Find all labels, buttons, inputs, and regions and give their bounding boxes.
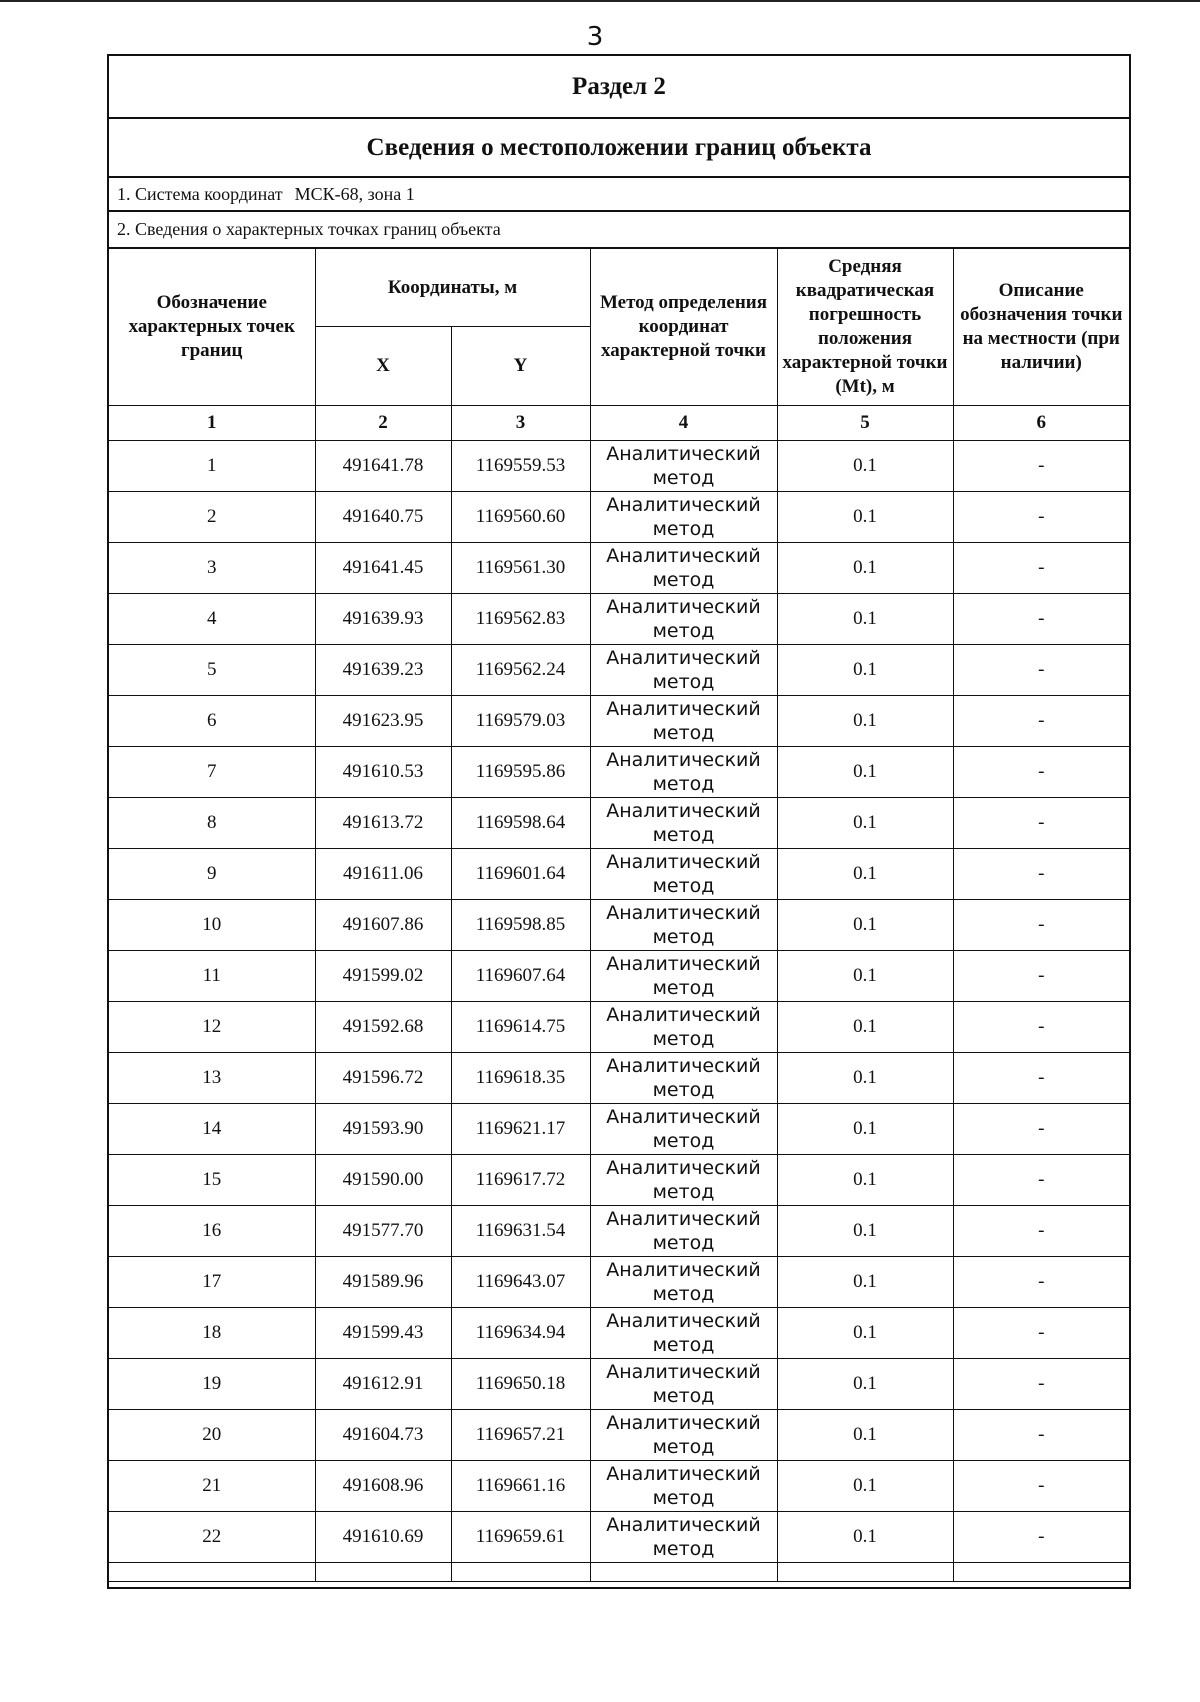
table-row — [109, 1053, 1129, 1104]
point-number-cell: 3 — [109, 543, 315, 594]
method-cell — [590, 1359, 777, 1410]
coord-x-cell: 491611.06 — [315, 849, 451, 900]
error-cell: 0.1 — [777, 696, 953, 747]
method-text: Аналитический — [606, 1361, 761, 1383]
point-number-cell: 22 — [109, 1512, 315, 1563]
table-row — [109, 594, 1129, 645]
method-text: метод — [652, 1232, 715, 1254]
empty-cell — [953, 1563, 1129, 1582]
header-description: Описание обозначения точки на местности (при наличии) — [953, 249, 1129, 406]
coord-system-label: 1. Система координат — [117, 183, 283, 204]
description-cell: - — [953, 1359, 1129, 1410]
method-text: метод — [652, 1283, 715, 1305]
method-cell — [590, 1410, 777, 1461]
coord-y-cell: 1169631.54 — [451, 1206, 590, 1257]
coord-y-cell: 1169560.60 — [451, 492, 590, 543]
coord-system-value: МСК-68, зона 1 — [294, 183, 415, 204]
method-text: Аналитический — [606, 1259, 761, 1281]
error-cell: 0.1 — [777, 1206, 953, 1257]
table-row — [109, 951, 1129, 1002]
table-row — [109, 900, 1129, 951]
coord-y-cell: 1169598.64 — [451, 798, 590, 849]
error-cell: 0.1 — [777, 1053, 953, 1104]
table-row — [109, 1461, 1129, 1512]
method-text: метод — [652, 620, 715, 642]
table-row — [109, 492, 1129, 543]
col-number: 4 — [590, 406, 777, 441]
method-text: метод — [652, 977, 715, 999]
coord-y-cell: 1169562.24 — [451, 645, 590, 696]
col-number: 2 — [315, 406, 451, 441]
point-number-cell: 16 — [109, 1206, 315, 1257]
coord-y-cell: 1169595.86 — [451, 747, 590, 798]
coord-y-cell: 1169562.83 — [451, 594, 590, 645]
coord-x-cell: 491608.96 — [315, 1461, 451, 1512]
col-number: 1 — [109, 406, 315, 441]
coord-y-cell: 1169659.61 — [451, 1512, 590, 1563]
coord-x-cell: 491592.68 — [315, 1002, 451, 1053]
coord-x-cell: 491589.96 — [315, 1257, 451, 1308]
method-text: метод — [652, 467, 715, 489]
method-text: метод — [652, 926, 715, 948]
col-number: 3 — [451, 406, 590, 441]
method-text: метод — [652, 1385, 715, 1407]
error-cell: 0.1 — [777, 1155, 953, 1206]
method-text: Аналитический — [606, 1208, 761, 1230]
coord-x-cell: 491639.23 — [315, 645, 451, 696]
point-number-cell: 8 — [109, 798, 315, 849]
point-number-cell: 13 — [109, 1053, 315, 1104]
method-text: метод — [652, 518, 715, 540]
method-text: Аналитический — [606, 851, 761, 873]
header-error: Средняя квадратическая погрешность положения характерной точки (Mt), м — [777, 249, 953, 406]
method-cell — [590, 594, 777, 645]
header-y: Y — [451, 327, 590, 406]
method-cell — [590, 747, 777, 798]
method-text: Аналитический — [606, 1412, 761, 1434]
coord-x-cell: 491607.86 — [315, 900, 451, 951]
method-cell — [590, 798, 777, 849]
col-number: 5 — [777, 406, 953, 441]
error-cell: 0.1 — [777, 1308, 953, 1359]
coord-x-cell: 491593.90 — [315, 1104, 451, 1155]
description-cell: - — [953, 1257, 1129, 1308]
coord-x-cell: 491641.45 — [315, 543, 451, 594]
description-cell: - — [953, 492, 1129, 543]
description-cell: - — [953, 1512, 1129, 1563]
method-text: Аналитический — [606, 1055, 761, 1077]
coord-y-cell: 1169618.35 — [451, 1053, 590, 1104]
table-row — [109, 645, 1129, 696]
description-cell: - — [953, 543, 1129, 594]
coord-y-cell: 1169621.17 — [451, 1104, 590, 1155]
description-cell: - — [953, 696, 1129, 747]
method-text: метод — [652, 1181, 715, 1203]
description-cell: - — [953, 1104, 1129, 1155]
method-cell — [590, 1308, 777, 1359]
method-text: метод — [652, 773, 715, 795]
method-cell — [590, 1155, 777, 1206]
error-cell: 0.1 — [777, 1002, 953, 1053]
error-cell: 0.1 — [777, 1257, 953, 1308]
description-cell: - — [953, 849, 1129, 900]
table-row — [109, 1155, 1129, 1206]
empty-cell — [451, 1563, 590, 1582]
coord-x-cell: 491641.78 — [315, 441, 451, 492]
method-cell — [590, 1257, 777, 1308]
empty-row — [109, 1563, 1129, 1582]
description-cell: - — [953, 1002, 1129, 1053]
coord-x-cell: 491623.95 — [315, 696, 451, 747]
table-row — [109, 849, 1129, 900]
coord-x-cell: 491610.69 — [315, 1512, 451, 1563]
empty-cell — [315, 1563, 451, 1582]
table-row — [109, 1410, 1129, 1461]
method-text: Аналитический — [606, 443, 761, 465]
error-cell: 0.1 — [777, 849, 953, 900]
empty-cell — [590, 1563, 777, 1582]
coord-x-cell: 491577.70 — [315, 1206, 451, 1257]
table-row — [109, 1359, 1129, 1410]
method-text: метод — [652, 824, 715, 846]
point-number-cell: 4 — [109, 594, 315, 645]
description-cell: - — [953, 951, 1129, 1002]
table-row — [109, 1104, 1129, 1155]
method-text: метод — [652, 1436, 715, 1458]
coord-y-cell: 1169561.30 — [451, 543, 590, 594]
method-text: метод — [652, 569, 715, 591]
description-cell: - — [953, 900, 1129, 951]
description-cell: - — [953, 1461, 1129, 1512]
method-text: Аналитический — [606, 545, 761, 567]
error-cell: 0.1 — [777, 900, 953, 951]
top-rule — [0, 0, 1200, 2]
description-cell: - — [953, 747, 1129, 798]
description-cell: - — [953, 798, 1129, 849]
coord-y-cell: 1169598.85 — [451, 900, 590, 951]
error-cell: 0.1 — [777, 1359, 953, 1410]
coord-y-cell: 1169643.07 — [451, 1257, 590, 1308]
page-number: 3 — [586, 22, 604, 52]
table-row — [109, 1512, 1129, 1563]
method-cell — [590, 1104, 777, 1155]
method-text: Аналитический — [606, 800, 761, 822]
header-x: X — [315, 327, 451, 406]
method-text: Аналитический — [606, 1463, 761, 1485]
header-coords: Координаты, м — [315, 249, 590, 327]
empty-cell — [777, 1563, 953, 1582]
method-cell — [590, 951, 777, 1002]
error-cell: 0.1 — [777, 798, 953, 849]
coord-y-cell: 1169614.75 — [451, 1002, 590, 1053]
point-number-cell: 6 — [109, 696, 315, 747]
method-text: Аналитический — [606, 1310, 761, 1332]
col-number: 6 — [953, 406, 1129, 441]
method-cell — [590, 1053, 777, 1104]
method-cell — [590, 492, 777, 543]
point-number-cell: 15 — [109, 1155, 315, 1206]
point-number-cell: 17 — [109, 1257, 315, 1308]
method-text: Аналитический — [606, 494, 761, 516]
description-cell: - — [953, 1155, 1129, 1206]
error-cell: 0.1 — [777, 951, 953, 1002]
header-designation: Обозначение характерных точек границ — [109, 249, 315, 406]
method-text: метод — [652, 1538, 715, 1560]
point-number-cell: 7 — [109, 747, 315, 798]
method-text: Аналитический — [606, 1004, 761, 1026]
coord-x-cell: 491596.72 — [315, 1053, 451, 1104]
method-text: Аналитический — [606, 902, 761, 924]
method-cell — [590, 1461, 777, 1512]
method-text: метод — [652, 1130, 715, 1152]
method-cell — [590, 645, 777, 696]
coord-x-cell: 491613.72 — [315, 798, 451, 849]
point-number-cell: 10 — [109, 900, 315, 951]
method-text: метод — [652, 722, 715, 744]
error-cell: 0.1 — [777, 747, 953, 798]
document-frame — [107, 54, 1131, 1589]
point-number-cell: 5 — [109, 645, 315, 696]
point-number-cell: 1 — [109, 441, 315, 492]
coord-x-cell: 491639.93 — [315, 594, 451, 645]
table-row — [109, 1308, 1129, 1359]
coord-y-cell: 1169657.21 — [451, 1410, 590, 1461]
coord-x-cell: 491640.75 — [315, 492, 451, 543]
points-heading: 2. Сведения о характерных точках границ объекта — [109, 212, 1129, 249]
description-cell: - — [953, 1053, 1129, 1104]
table-row — [109, 441, 1129, 492]
coord-y-cell: 1169634.94 — [451, 1308, 590, 1359]
coord-y-cell: 1169579.03 — [451, 696, 590, 747]
method-text: Аналитический — [606, 596, 761, 618]
coord-y-cell: 1169601.64 — [451, 849, 590, 900]
error-cell: 0.1 — [777, 543, 953, 594]
description-cell: - — [953, 1206, 1129, 1257]
error-cell: 0.1 — [777, 492, 953, 543]
method-text: Аналитический — [606, 1106, 761, 1128]
coord-y-cell: 1169559.53 — [451, 441, 590, 492]
coord-x-cell: 491610.53 — [315, 747, 451, 798]
column-numbers-row — [109, 406, 1129, 441]
point-number-cell: 18 — [109, 1308, 315, 1359]
section-title: Раздел 2 — [109, 56, 1129, 119]
description-cell: - — [953, 645, 1129, 696]
method-text: метод — [652, 875, 715, 897]
header-method: Метод определения координат характерной точки — [590, 249, 777, 406]
coord-x-cell: 491599.43 — [315, 1308, 451, 1359]
coord-y-cell: 1169650.18 — [451, 1359, 590, 1410]
table-row — [109, 747, 1129, 798]
point-number-cell: 11 — [109, 951, 315, 1002]
method-cell — [590, 696, 777, 747]
point-number-cell: 9 — [109, 849, 315, 900]
method-cell — [590, 1206, 777, 1257]
method-text: Аналитический — [606, 1514, 761, 1536]
point-number-cell: 20 — [109, 1410, 315, 1461]
error-cell: 0.1 — [777, 1512, 953, 1563]
coord-x-cell: 491599.02 — [315, 951, 451, 1002]
method-cell — [590, 1512, 777, 1563]
coord-y-cell: 1169607.64 — [451, 951, 590, 1002]
method-cell — [590, 900, 777, 951]
point-number-cell: 2 — [109, 492, 315, 543]
method-text: Аналитический — [606, 698, 761, 720]
error-cell: 0.1 — [777, 441, 953, 492]
table-row — [109, 1206, 1129, 1257]
coord-x-cell: 491612.91 — [315, 1359, 451, 1410]
coord-y-cell: 1169617.72 — [451, 1155, 590, 1206]
description-cell: - — [953, 1308, 1129, 1359]
coord-y-cell: 1169661.16 — [451, 1461, 590, 1512]
method-text: Аналитический — [606, 749, 761, 771]
point-number-cell: 12 — [109, 1002, 315, 1053]
table-row — [109, 543, 1129, 594]
method-cell — [590, 441, 777, 492]
method-text: метод — [652, 1079, 715, 1101]
method-text: Аналитический — [606, 647, 761, 669]
method-text: Аналитический — [606, 1157, 761, 1179]
method-cell — [590, 1002, 777, 1053]
description-cell: - — [953, 1410, 1129, 1461]
points-table — [109, 249, 1129, 1582]
method-text: метод — [652, 671, 715, 693]
error-cell: 0.1 — [777, 1104, 953, 1155]
table-row — [109, 696, 1129, 747]
method-cell — [590, 849, 777, 900]
error-cell: 0.1 — [777, 645, 953, 696]
method-text: Аналитический — [606, 953, 761, 975]
empty-cell — [109, 1563, 315, 1582]
description-cell: - — [953, 441, 1129, 492]
table-row — [109, 1002, 1129, 1053]
point-number-cell: 14 — [109, 1104, 315, 1155]
coord-x-cell: 491604.73 — [315, 1410, 451, 1461]
section-subtitle: Сведения о местоположении границ объекта — [109, 119, 1129, 178]
method-text: метод — [652, 1334, 715, 1356]
point-number-cell: 21 — [109, 1461, 315, 1512]
method-text: метод — [652, 1028, 715, 1050]
method-text: метод — [652, 1487, 715, 1509]
coord-system-row — [109, 178, 1129, 212]
coord-x-cell: 491590.00 — [315, 1155, 451, 1206]
table-row — [109, 1257, 1129, 1308]
error-cell: 0.1 — [777, 1410, 953, 1461]
error-cell: 0.1 — [777, 1461, 953, 1512]
error-cell: 0.1 — [777, 594, 953, 645]
description-cell: - — [953, 594, 1129, 645]
point-number-cell: 19 — [109, 1359, 315, 1410]
table-row — [109, 798, 1129, 849]
method-cell — [590, 543, 777, 594]
